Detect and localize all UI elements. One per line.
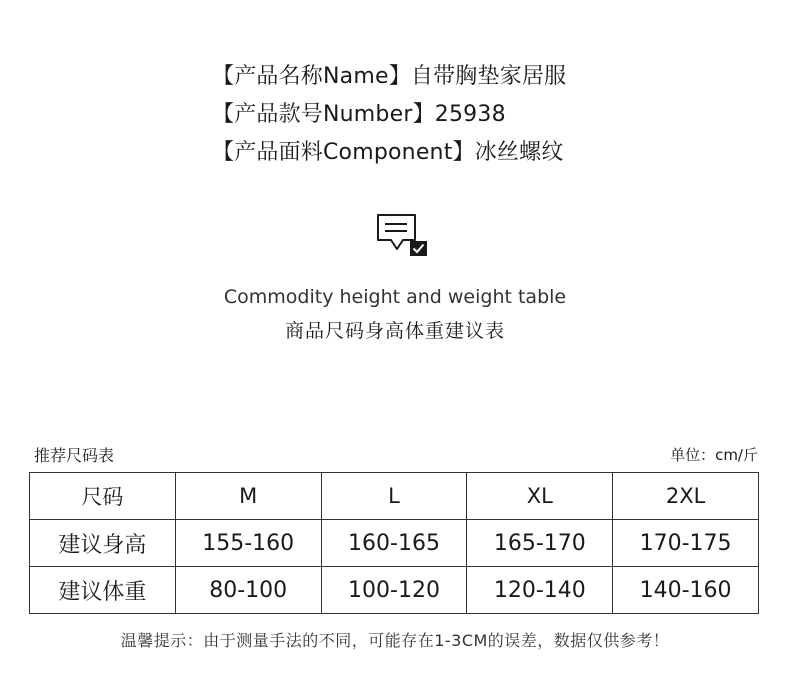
table-cell: 155-160 xyxy=(175,520,321,567)
product-component: 【产品面料Component】冰丝螺纹 xyxy=(212,140,564,165)
table-header-row xyxy=(30,473,759,520)
comment-check-icon xyxy=(375,212,431,260)
table-row xyxy=(30,567,759,614)
product-number: 【产品款号Number】25938 xyxy=(212,102,506,127)
header-cell: L xyxy=(321,473,467,520)
header-cell: XL xyxy=(467,473,613,520)
table-cell: 120-140 xyxy=(467,567,613,614)
comment-check-svg xyxy=(375,212,431,260)
table-caption: 推荐尺码表 xyxy=(34,446,115,465)
product-name: 【产品名称Name】自带胸垫家居服 xyxy=(212,64,567,89)
table-row xyxy=(30,520,759,567)
unit-label: 单位：cm/斤 xyxy=(670,446,758,464)
header-cell: 尺码 xyxy=(30,473,176,520)
table-cell: 100-120 xyxy=(321,567,467,614)
header-cell: 2XL xyxy=(613,473,759,520)
size-table xyxy=(29,472,759,614)
table-cell: 80-100 xyxy=(175,567,321,614)
footnote: 温馨提示：由于测量手法的不同，可能存在1-3CM的误差，数据仅供参考！ xyxy=(120,631,670,650)
table-cell: 建议身高 xyxy=(30,520,176,567)
table-cell: 140-160 xyxy=(613,567,759,614)
product-info xyxy=(212,58,566,172)
section-title-en: Commodity height and weight table xyxy=(223,286,567,308)
header-cell: M xyxy=(175,473,321,520)
table-cell: 170-175 xyxy=(613,520,759,567)
section-title-cn: 商品尺码身高体重建议表 xyxy=(284,320,505,342)
table-cell: 165-170 xyxy=(467,520,613,567)
table-cell: 160-165 xyxy=(321,520,467,567)
table-cell: 建议体重 xyxy=(30,567,176,614)
